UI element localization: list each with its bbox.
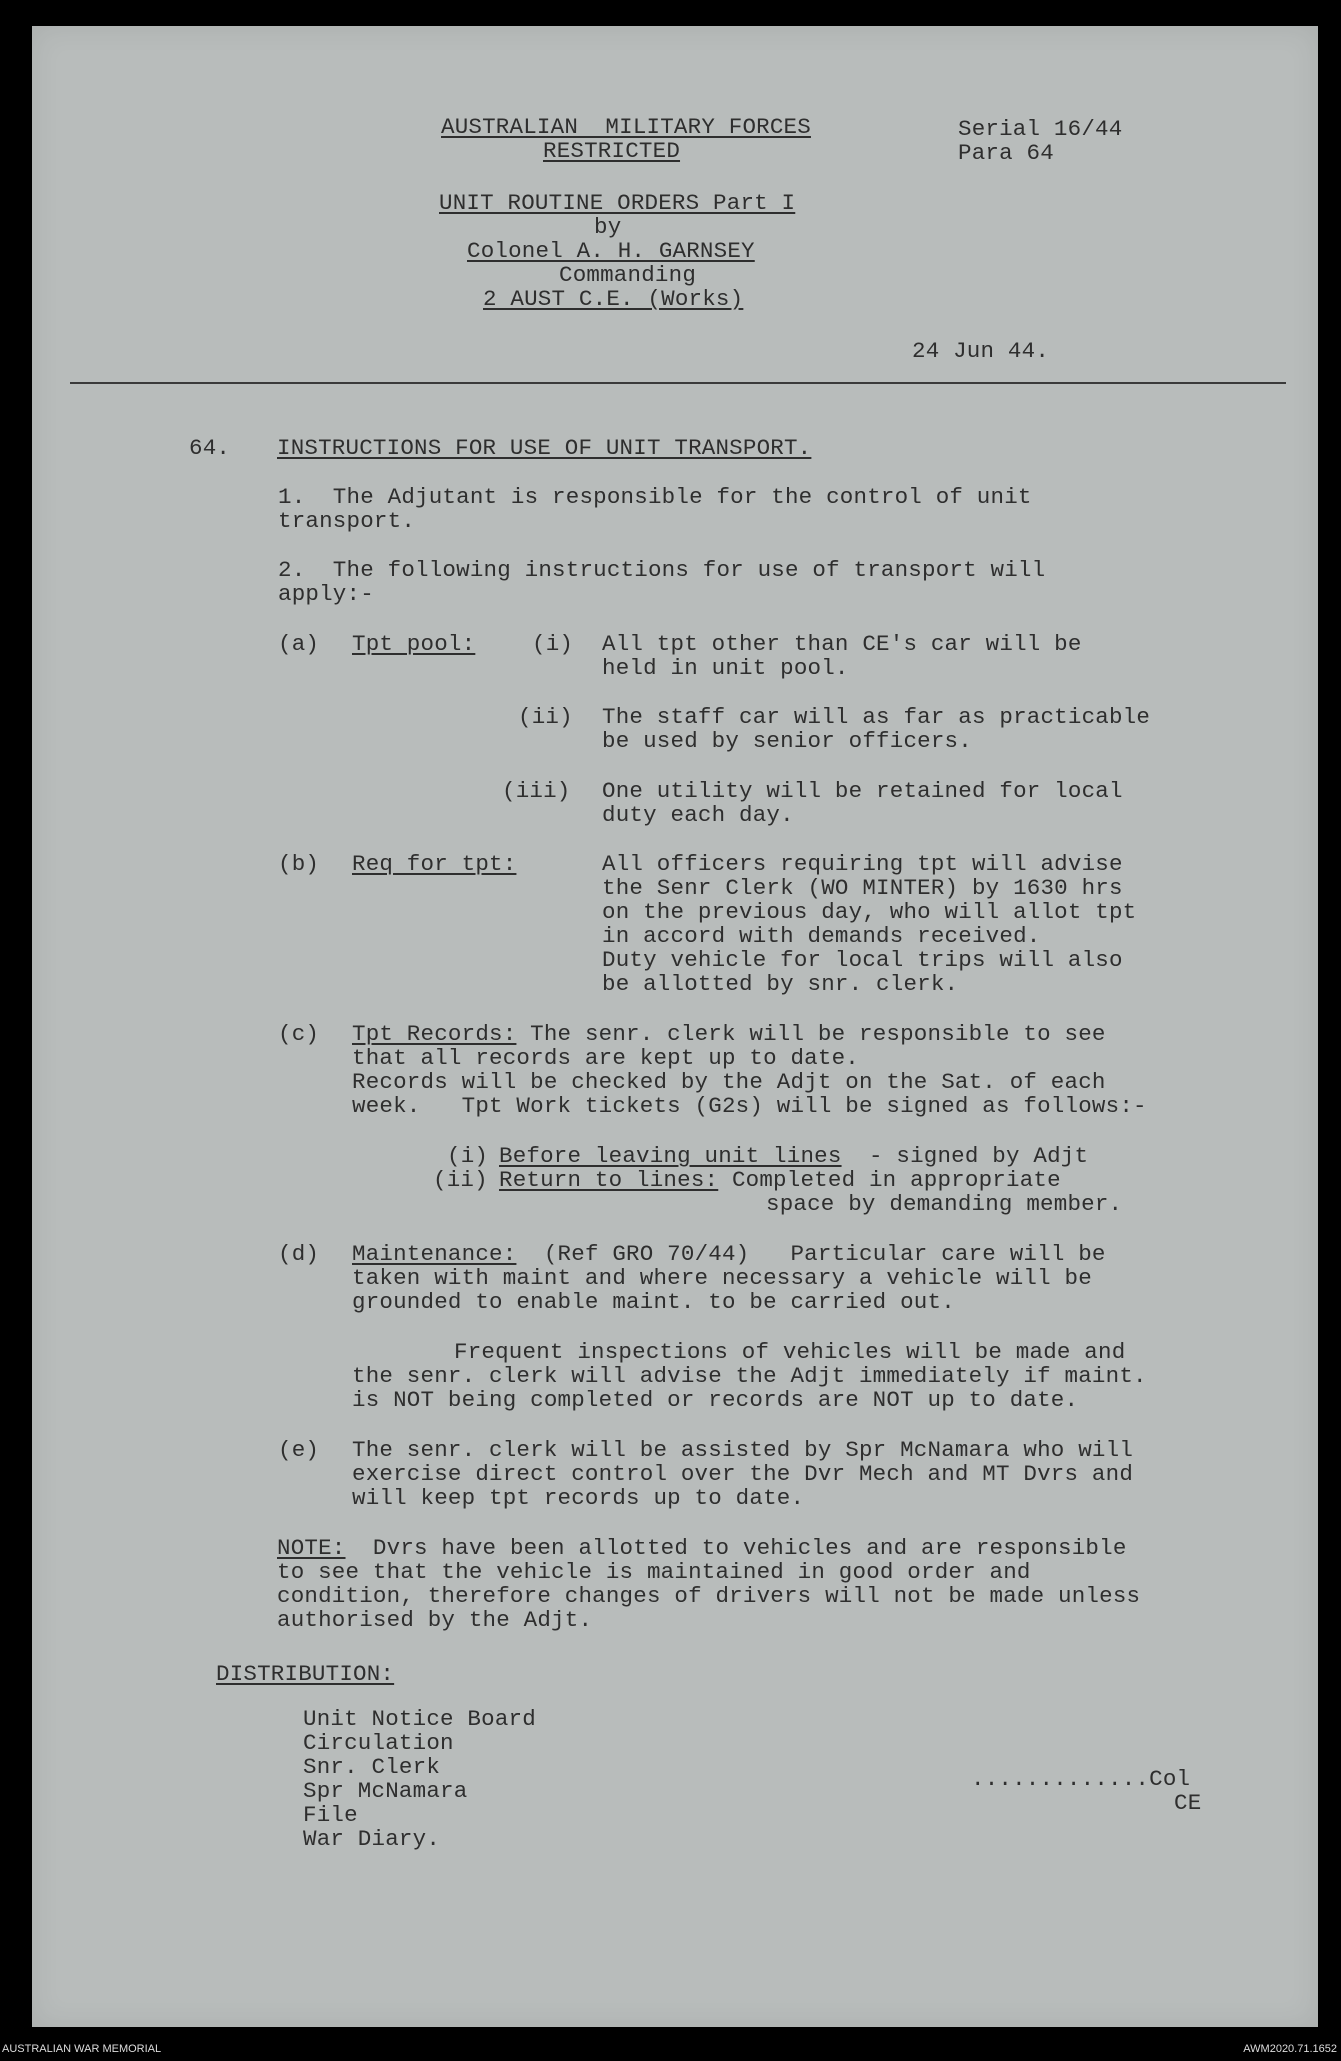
note-label: NOTE:: [277, 1535, 346, 1561]
item-e-line2: exercise direct control over the Dvr Mech and MT Dvrs and: [352, 1461, 1134, 1487]
item-d-p2-line1: Frequent inspections of vehicles will be made and: [454, 1339, 1126, 1365]
item-c-i-num: (i): [447, 1143, 489, 1169]
document-page: [32, 26, 1318, 2027]
item-c-title: Tpt Records:: [352, 1021, 517, 1047]
item-b-line4: in accord with demands received.: [602, 923, 1041, 949]
item-b-label: (b): [278, 851, 320, 877]
item-a-i-num: (i): [532, 631, 574, 657]
item-d-p2-line2: the senr. clerk will advise the Adjt immediately if maint.: [352, 1363, 1147, 1389]
item-c-line1: [352, 1022, 1106, 1046]
item-c-ii-num: (ii): [433, 1167, 488, 1193]
footer-archive-name: AUSTRALIAN WAR MEMORIAL: [2, 2043, 162, 2055]
signature-title: CE: [1174, 1790, 1202, 1816]
para-number: Para 64: [958, 140, 1054, 166]
by-text: by: [594, 214, 622, 240]
distribution-item: Snr. Clerk: [303, 1754, 441, 1780]
footer-accession-number: AWM2020.71.1652: [1243, 2043, 1337, 2055]
commanding-text: Commanding: [559, 262, 697, 288]
item-a-iii-line2: duty each day.: [602, 802, 794, 828]
item-c-ii-line2: space by demanding member.: [766, 1191, 1123, 1217]
note-line4: authorised by the Adjt.: [277, 1607, 593, 1633]
distribution-item: File: [303, 1802, 358, 1828]
signature-line: .............Col: [971, 1766, 1191, 1792]
para-title: INSTRUCTIONS FOR USE OF UNIT TRANSPORT.: [277, 435, 812, 461]
item-c-i-rest: - signed by Adjt: [841, 1143, 1089, 1169]
note-line2: to see that the vehicle is maintained in good order and: [277, 1559, 1031, 1585]
item-e-line3: will keep tpt records up to date.: [352, 1485, 805, 1511]
item-b-title: Req for tpt:: [352, 851, 517, 877]
p1-line2: transport.: [278, 508, 416, 534]
p1-line1: 1. The Adjutant is responsible for the control of unit: [278, 484, 1032, 510]
item-a-ii-num: (ii): [518, 704, 573, 730]
item-a-iii-num: (iii): [502, 778, 571, 804]
item-a-iii-line1: One utility will be retained for local: [602, 778, 1123, 804]
distribution-item: Spr McNamara: [303, 1778, 468, 1804]
item-c-ii-title: Return to lines:: [499, 1167, 719, 1193]
item-c-ii-rest: Completed in appropriate: [718, 1167, 1061, 1193]
item-d-line1: [352, 1242, 1106, 1266]
item-c-line3: Records will be checked by the Adjt on the Sat. of each: [352, 1069, 1106, 1095]
item-b-line2: the Senr Clerk (WO MINTER) by 1630 hrs: [602, 875, 1123, 901]
item-d-p2-line3: is NOT being completed or records are NOT up to date.: [352, 1387, 1079, 1413]
p2-line1: 2. The following instructions for use of transport will: [278, 557, 1046, 583]
item-d-line1-rest: (Ref GRO 70/44) Particular care will be: [516, 1241, 1106, 1267]
classification: RESTRICTED: [543, 138, 681, 164]
item-d-line2: taken with maint and where necessary a vehicle will be: [352, 1265, 1092, 1291]
p2-line2: apply:-: [278, 581, 374, 607]
org-heading: AUSTRALIAN MILITARY FORCES: [441, 114, 811, 140]
item-d-label: (d): [278, 1241, 320, 1267]
item-a-title: Tpt pool:: [352, 631, 476, 657]
distribution-item: Unit Notice Board: [303, 1706, 536, 1732]
serial-number: Serial 16/44: [958, 116, 1123, 142]
item-c-ii-line: [499, 1168, 1061, 1192]
header-divider: [70, 382, 1286, 384]
item-a-i-line2: held in unit pool.: [602, 655, 849, 681]
item-b-line3: on the previous day, who will allot tpt: [602, 899, 1137, 925]
item-c-line1-rest: The senr. clerk will be responsible to see: [516, 1021, 1106, 1047]
item-b-line5: Duty vehicle for local trips will also: [602, 947, 1123, 973]
item-c-line2: that all records are kept up to date.: [352, 1045, 859, 1071]
item-b-line1: All officers requiring tpt will advise: [602, 851, 1123, 877]
note-line1: [277, 1536, 1127, 1560]
distribution-title: DISTRIBUTION:: [216, 1661, 395, 1687]
item-b-line6: be allotted by snr. clerk.: [602, 971, 959, 997]
item-a-ii-line1: The staff car will as far as practicable: [602, 704, 1151, 730]
order-date: 24 Jun 44.: [912, 338, 1050, 364]
item-c-i-title: Before leaving unit lines: [499, 1143, 842, 1169]
item-e-label: (e): [278, 1437, 320, 1463]
item-c-label: (c): [278, 1021, 320, 1047]
para-num: 64.: [189, 435, 231, 461]
distribution-item: Circulation: [303, 1730, 454, 1756]
item-a-label: (a): [278, 631, 320, 657]
distribution-item: War Diary.: [303, 1826, 441, 1852]
note-line3: condition, therefore changes of drivers will not be made unless: [277, 1583, 1141, 1609]
commander-name: Colonel A. H. GARNSEY: [467, 238, 755, 264]
note-line1-rest: Dvrs have been allotted to vehicles and are responsible: [345, 1535, 1127, 1561]
item-a-ii-line2: be used by senior officers.: [602, 728, 972, 754]
item-d-line3: grounded to enable maint. to be carried out.: [352, 1289, 955, 1315]
unit-name: 2 AUST C.E. (Works): [483, 286, 744, 312]
item-c-line4: week. Tpt Work tickets (G2s) will be signed as follows:-: [352, 1093, 1147, 1119]
item-a-i-line1: All tpt other than CE's car will be: [602, 631, 1082, 657]
orders-title: UNIT ROUTINE ORDERS Part I: [439, 190, 796, 216]
item-c-i-line: [499, 1144, 1088, 1168]
item-e-line1: The senr. clerk will be assisted by Spr McNamara who will: [352, 1437, 1134, 1463]
item-d-title: Maintenance:: [352, 1241, 517, 1267]
